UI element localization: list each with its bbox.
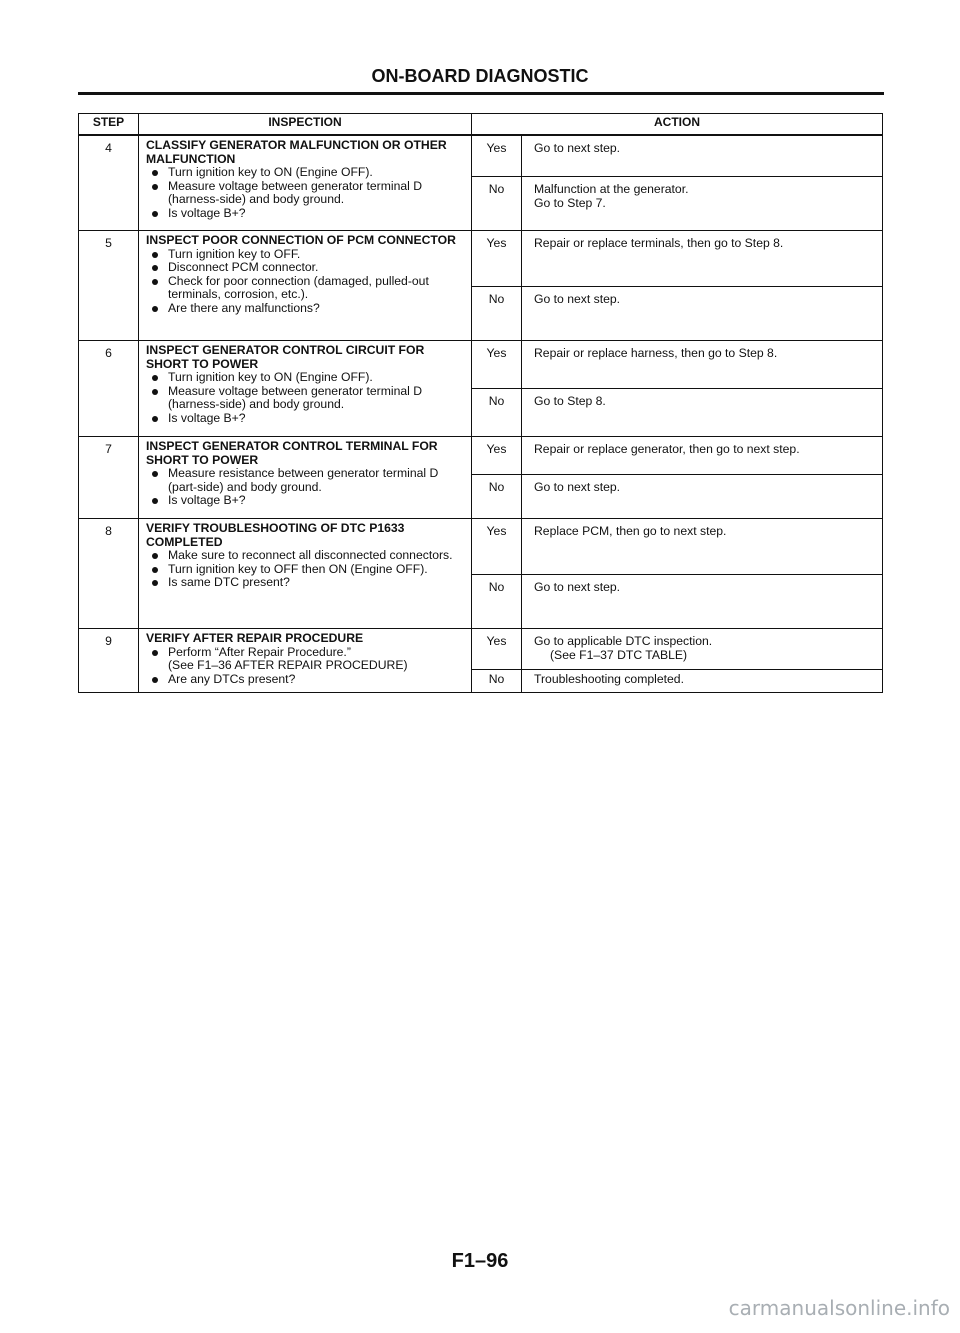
inspection-bullet: Perform “After Repair Procedure.” — [146, 646, 466, 660]
inspection-bullet: Is voltage B+? — [146, 494, 466, 508]
inspection-bullet: Measure resistance between generator terminal D (part-side) and body ground. — [146, 467, 466, 494]
inspection-bullet: Check for poor connection (damaged, pulled-out terminals, corrosion, etc.). — [146, 275, 466, 302]
bullet-icon — [152, 211, 158, 217]
inspection-title: VERIFY TROUBLESHOOTING OF DTC P1633 COMPLETED — [146, 521, 405, 549]
inspection-bullet: Turn ignition key to ON (Engine OFF). — [146, 371, 466, 385]
inspection-cell — [139, 519, 472, 629]
yes-action: Repair or replace harness, then go to Step 8. — [522, 341, 883, 389]
inspection-bullet: Is same DTC present? — [146, 576, 466, 590]
diagnostic-table — [78, 113, 883, 693]
bullet-icon — [152, 252, 158, 258]
yes-label: Yes — [472, 629, 522, 670]
no-action: Go to next step. — [522, 287, 883, 341]
yes-label: Yes — [472, 341, 522, 389]
inspection-title: INSPECT GENERATOR CONTROL CIRCUIT FOR SHORT TO POWER — [146, 343, 425, 371]
inspection-bullet: Measure voltage between generator terminal D (harness-side) and body ground. — [146, 385, 466, 412]
step-number: 8 — [79, 519, 139, 629]
watermark: carmanualsonline.info — [728, 1296, 950, 1320]
bullet-icon — [152, 567, 158, 573]
inspection-cell — [139, 135, 472, 231]
bullet-icon — [152, 498, 158, 504]
no-action: Troubleshooting completed. — [522, 670, 883, 693]
bullet-icon — [152, 580, 158, 586]
inspection-cell — [139, 437, 472, 519]
inspection-bullet: Turn ignition key to OFF. — [146, 248, 466, 262]
inspection-cell — [139, 629, 472, 693]
bullet-icon — [152, 471, 158, 477]
table-row — [79, 341, 883, 389]
no-action: Malfunction at the generator. Go to Step 7. — [522, 177, 883, 231]
step-number: 4 — [79, 135, 139, 231]
table-row — [79, 629, 883, 670]
yes-action: Replace PCM, then go to next step. — [522, 519, 883, 575]
yes-label: Yes — [472, 231, 522, 287]
bullet-icon — [152, 170, 158, 176]
inspection-title: VERIFY AFTER REPAIR PROCEDURE — [146, 631, 364, 645]
no-label: No — [472, 177, 522, 231]
step-number: 5 — [79, 231, 139, 341]
bullet-icon — [152, 279, 158, 285]
inspection-bullet: Is voltage B+? — [146, 207, 466, 221]
step-number: 9 — [79, 629, 139, 693]
inspection-bullet: Measure voltage between generator terminal D (harness-side) and body ground. — [146, 180, 466, 207]
inspection-cell — [139, 341, 472, 437]
no-action: Go to next step. — [522, 575, 883, 629]
no-action: Go to next step. — [522, 475, 883, 519]
step-number: 6 — [79, 341, 139, 437]
no-label: No — [472, 575, 522, 629]
inspection-bullet: Turn ignition key to OFF then ON (Engine OFF). — [146, 563, 466, 577]
bullet-icon — [152, 389, 158, 395]
yes-action: Repair or replace terminals, then go to Step 8. — [522, 231, 883, 287]
no-label: No — [472, 287, 522, 341]
inspection-bullet: Make sure to reconnect all disconnected connectors. — [146, 549, 466, 563]
no-label: No — [472, 670, 522, 693]
table-header-row — [79, 114, 883, 136]
inspection-bullet: Are there any malfunctions? — [146, 302, 466, 316]
column-header-action: ACTION — [472, 114, 883, 136]
table-row — [79, 437, 883, 475]
yes-action: Go to next step. — [522, 135, 883, 177]
title-rule — [78, 92, 884, 95]
yes-action: Go to applicable DTC inspection. (See F1–37 DTC TABLE) — [522, 629, 883, 670]
yes-label: Yes — [472, 135, 522, 177]
yes-label: Yes — [472, 437, 522, 475]
bullet-icon — [152, 677, 158, 683]
bullet-icon — [152, 650, 158, 656]
inspection-bullet: Is voltage B+? — [146, 412, 466, 426]
yes-action: Repair or replace generator, then go to next step. — [522, 437, 883, 475]
column-header-inspection: INSPECTION — [139, 114, 472, 136]
bullet-icon — [152, 375, 158, 381]
bullet-icon — [152, 553, 158, 559]
table-row — [79, 231, 883, 287]
bullet-icon — [152, 265, 158, 271]
inspection-title: INSPECT GENERATOR CONTROL TERMINAL FOR SHORT TO POWER — [146, 439, 438, 467]
bullet-icon — [152, 306, 158, 312]
inspection-title: CLASSIFY GENERATOR MALFUNCTION OR OTHER MALFUNCTION — [146, 138, 447, 166]
inspection-cell — [139, 231, 472, 341]
table-row — [79, 519, 883, 575]
inspection-bullet: Disconnect PCM connector. — [146, 261, 466, 275]
no-label: No — [472, 389, 522, 437]
page-number: F1–96 — [451, 1250, 509, 1272]
inspection-bullet: Turn ignition key to ON (Engine OFF). — [146, 166, 466, 180]
column-header-step: STEP — [79, 114, 139, 136]
inspection-bullet: Are any DTCs present? — [146, 673, 466, 687]
yes-label: Yes — [472, 519, 522, 575]
bullet-icon — [152, 416, 158, 422]
inspection-title: INSPECT POOR CONNECTION OF PCM CONNECTOR — [146, 233, 456, 247]
bullet-icon — [152, 184, 158, 190]
step-number: 7 — [79, 437, 139, 519]
page-title: ON-BOARD DIAGNOSTIC — [371, 66, 589, 86]
inspection-note: (See F1–36 AFTER REPAIR PROCEDURE) — [168, 658, 408, 672]
no-action: Go to Step 8. — [522, 389, 883, 437]
no-label: No — [472, 475, 522, 519]
table-row — [79, 135, 883, 177]
